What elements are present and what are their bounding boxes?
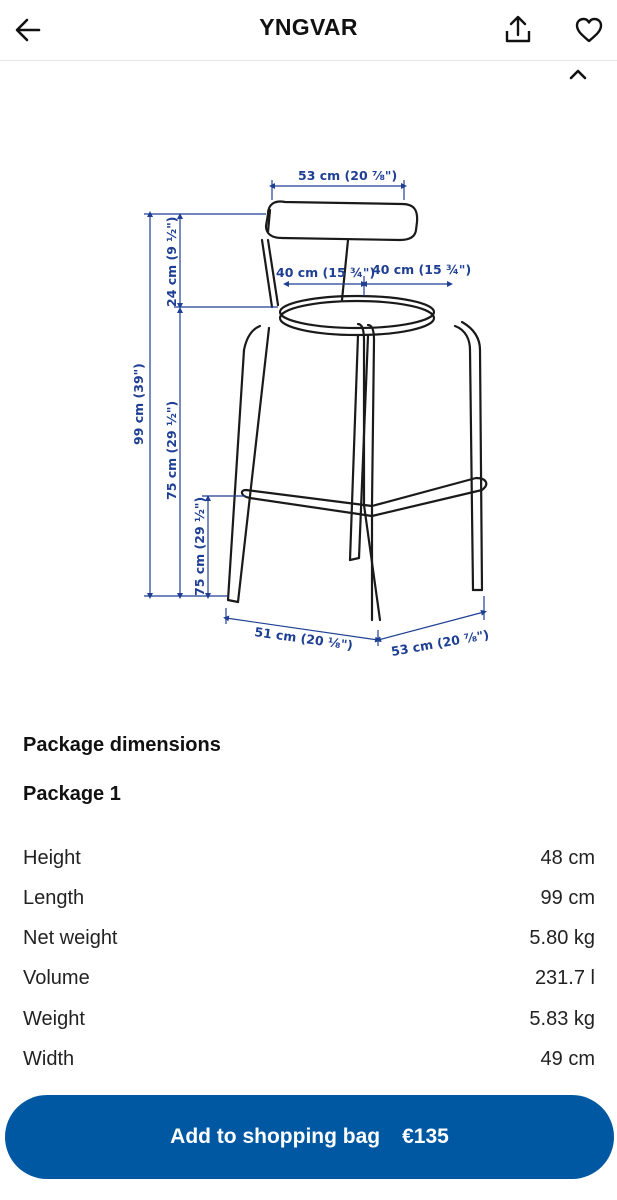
collapse-section-button[interactable]: [560, 60, 596, 88]
product-dimension-diagram: [110, 150, 510, 670]
add-to-bag-button[interactable]: [5, 1095, 614, 1179]
spec-value: 5.80 kg: [529, 926, 595, 949]
spec-label: Volume: [23, 966, 90, 989]
spec-value: 231.7 l: [534, 966, 595, 989]
share-button[interactable]: [496, 8, 540, 52]
spec-label: Width: [23, 1047, 75, 1070]
package-dimensions-heading: Package dimensions: [23, 734, 221, 756]
package-label: Package 1: [23, 783, 121, 805]
spec-value: 99 cm: [540, 886, 595, 909]
dim-seat-width-left: 40 cm (15 ¾"): [276, 265, 376, 280]
spec-row-net-weight: [23, 922, 595, 954]
spec-value: 5.83 kg: [529, 1007, 595, 1030]
dim-base-width: 51 cm (20 ⅛"): [253, 624, 354, 653]
dim-backrest-height: 24 cm (9 ½"): [164, 216, 179, 307]
dim-total-height: 99 cm (39"): [131, 363, 146, 445]
heart-icon: [574, 15, 604, 45]
spec-row-volume: [23, 962, 595, 994]
favorite-button[interactable]: [567, 8, 611, 52]
spec-value: 49 cm: [540, 1047, 595, 1070]
dim-seat-height: 75 cm (29 ½"): [164, 400, 179, 500]
page-title: YNGVAR: [259, 14, 358, 40]
dim-seat-width-right: 40 cm (15 ¾"): [372, 262, 472, 277]
top-bar: [0, 0, 617, 61]
dim-footrest-height: 75 cm (29 ½"): [192, 496, 207, 596]
spec-label: Length: [23, 886, 85, 909]
dim-base-depth: 53 cm (20 ⅞"): [389, 626, 491, 659]
add-to-bag-label: Add to shopping bag: [170, 1125, 381, 1148]
spec-value: 48 cm: [540, 846, 595, 869]
chevron-up-icon: [568, 67, 588, 81]
spec-label: Net weight: [23, 926, 118, 949]
share-icon: [502, 14, 534, 46]
spec-row-weight: [23, 1003, 595, 1035]
spec-row-length: [23, 882, 595, 914]
dim-backrest-width: 53 cm (20 ⅞"): [298, 168, 398, 183]
spec-row-width: [23, 1043, 595, 1075]
price-label: €135: [402, 1125, 449, 1148]
spec-label: Height: [23, 846, 81, 869]
spec-row-height: [23, 842, 595, 874]
spec-label: Weight: [23, 1007, 85, 1030]
